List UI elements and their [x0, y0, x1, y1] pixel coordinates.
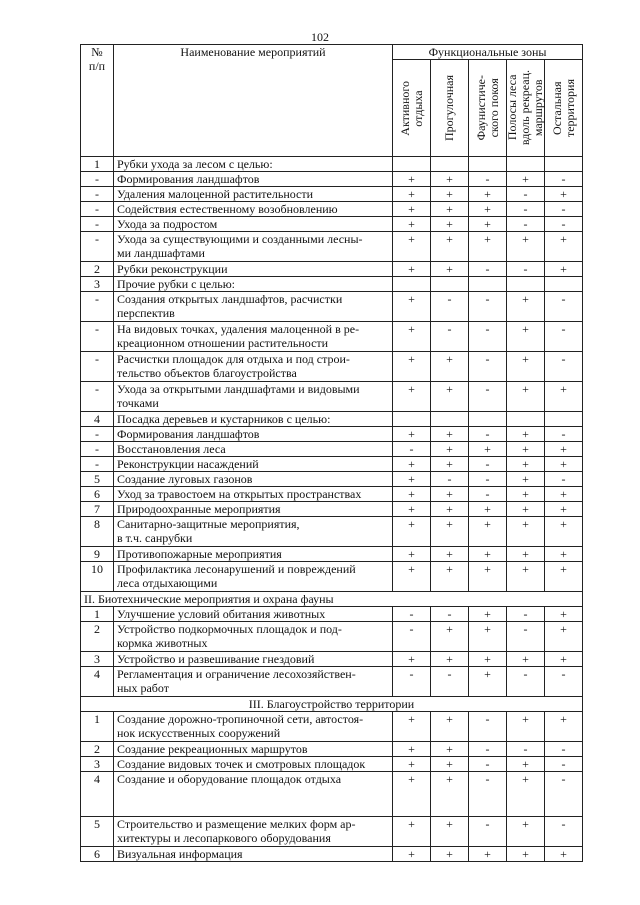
measure-name: Создания открытых ландшафтов, расчистки перспектив — [114, 292, 393, 322]
measures-table — [80, 44, 583, 862]
row-number: 2 — [81, 742, 114, 757]
zone-mark: - — [507, 187, 545, 202]
zone-mark: + — [507, 172, 545, 187]
row-number: 3 — [81, 277, 114, 292]
zone-mark: + — [393, 382, 431, 412]
zone-mark: + — [431, 847, 469, 862]
zone-mark: + — [431, 757, 469, 772]
zone-mark: - — [545, 472, 583, 487]
measure-name: На видовых точках, удаления малоценной в ре- креационном отношении растительности — [114, 322, 393, 352]
zone-mark: + — [545, 457, 583, 472]
zone-mark: - — [545, 742, 583, 757]
zone-mark: - — [545, 217, 583, 232]
measure-name: Санитарно-защитные мероприятия, в т.ч. санрубки — [114, 517, 393, 547]
measure-name: Посадка деревьев и кустарников с целью: — [114, 412, 393, 427]
zone-mark: + — [545, 382, 583, 412]
zone-mark: - — [507, 667, 545, 697]
zone-mark: + — [431, 427, 469, 442]
zone-mark: + — [507, 487, 545, 502]
measure-name: Ухода за открытыми ландшафтами и видовыми точками — [114, 382, 393, 412]
measure-name: Реконструкции насаждений — [114, 457, 393, 472]
zone-mark: - — [507, 742, 545, 757]
zone-mark: + — [545, 712, 583, 742]
measure-name: Ухода за подростом — [114, 217, 393, 232]
row-number: 6 — [81, 847, 114, 862]
zone-mark: - — [469, 757, 507, 772]
zone-mark — [545, 157, 583, 172]
zone-mark: + — [469, 232, 507, 262]
table-row — [81, 607, 583, 622]
measure-name: Регламентация и ограничение лесохозяйствен- ных работ — [114, 667, 393, 697]
row-number: - — [81, 292, 114, 322]
row-number: - — [81, 187, 114, 202]
zone-mark: + — [545, 487, 583, 502]
zone-mark: - — [469, 772, 507, 817]
row-number: 2 — [81, 622, 114, 652]
table-row — [81, 517, 583, 547]
zone-mark: + — [507, 847, 545, 862]
zone-mark: + — [393, 712, 431, 742]
zone-mark: + — [393, 457, 431, 472]
table-row — [81, 757, 583, 772]
measure-name: Устройство подкормочных площадок и под- кормка животных — [114, 622, 393, 652]
zone-mark: + — [393, 217, 431, 232]
table-row — [81, 817, 583, 847]
measure-name: Создание и оборудование площадок отдыха — [114, 772, 393, 817]
zone-mark: + — [431, 622, 469, 652]
zone-mark: + — [507, 457, 545, 472]
row-number: - — [81, 442, 114, 457]
table-row — [81, 217, 583, 232]
zone-mark: + — [393, 757, 431, 772]
zone-mark: + — [507, 427, 545, 442]
table-row — [81, 772, 583, 817]
zone-mark: + — [507, 772, 545, 817]
table-row — [81, 472, 583, 487]
zone-mark: + — [431, 562, 469, 592]
measure-name: Формирования ландшафтов — [114, 427, 393, 442]
zone-mark: + — [469, 607, 507, 622]
row-number: 4 — [81, 412, 114, 427]
zone-mark: + — [507, 712, 545, 742]
zone-mark: + — [507, 352, 545, 382]
measure-name: Восстановления леса — [114, 442, 393, 457]
zone-mark: - — [469, 352, 507, 382]
zone-mark — [469, 157, 507, 172]
zone-walking: Прогулочная — [431, 60, 469, 157]
zone-active-rest: Активного отдыха — [393, 60, 431, 157]
zone-mark: - — [545, 757, 583, 772]
zone-mark: + — [393, 547, 431, 562]
table-row — [81, 712, 583, 742]
zone-mark: + — [507, 757, 545, 772]
zone-mark: + — [431, 382, 469, 412]
zone-mark: + — [393, 517, 431, 547]
zone-mark — [393, 412, 431, 427]
measure-name: Создание луговых газонов — [114, 472, 393, 487]
zone-mark — [469, 412, 507, 427]
row-number: 4 — [81, 667, 114, 697]
measure-name: Формирования ландшафтов — [114, 172, 393, 187]
zone-mark: + — [393, 562, 431, 592]
zone-mark: - — [393, 607, 431, 622]
row-number: 9 — [81, 547, 114, 562]
zone-mark: - — [431, 667, 469, 697]
zone-mark: + — [545, 652, 583, 667]
zone-mark: - — [469, 457, 507, 472]
measure-name: Рубки ухода за лесом с целью: — [114, 157, 393, 172]
measure-name: Визуальная информация — [114, 847, 393, 862]
zone-mark: + — [393, 232, 431, 262]
measure-name: Природоохранные мероприятия — [114, 502, 393, 517]
zone-mark: + — [431, 712, 469, 742]
zone-mark — [507, 277, 545, 292]
measure-name: Прочие рубки с целью: — [114, 277, 393, 292]
zone-mark: + — [545, 502, 583, 517]
row-number: 3 — [81, 652, 114, 667]
table-row — [81, 427, 583, 442]
zone-mark: - — [431, 292, 469, 322]
zone-mark: - — [545, 202, 583, 217]
table-row — [81, 382, 583, 412]
zone-mark: + — [507, 502, 545, 517]
measure-name: Рубки реконструкции — [114, 262, 393, 277]
zone-mark: + — [431, 772, 469, 817]
row-number: 5 — [81, 817, 114, 847]
section-title: II. Биотехнические мероприятия и охрана фауны — [81, 592, 583, 607]
row-number: 6 — [81, 487, 114, 502]
zone-mark: - — [469, 382, 507, 412]
measure-name: Уход за травостоем на открытых пространствах — [114, 487, 393, 502]
table-row — [81, 277, 583, 292]
row-number: - — [81, 352, 114, 382]
zone-mark: + — [507, 472, 545, 487]
zone-mark: + — [393, 322, 431, 352]
zone-mark: - — [469, 817, 507, 847]
table-row — [81, 502, 583, 517]
measure-name: Содействия естественному возобновлению — [114, 202, 393, 217]
zone-mark: + — [469, 442, 507, 457]
measure-name: Противопожарные мероприятия — [114, 547, 393, 562]
table-row — [81, 322, 583, 352]
table-row — [81, 562, 583, 592]
zone-other-territory: Остальная территория — [545, 60, 583, 157]
zone-mark: - — [507, 217, 545, 232]
zone-mark: + — [469, 847, 507, 862]
row-number: 4 — [81, 772, 114, 817]
zone-mark: + — [469, 547, 507, 562]
row-number: - — [81, 382, 114, 412]
table-row — [81, 292, 583, 322]
measure-name: Ухода за существующими и созданными лесны- ми ландшафтами — [114, 232, 393, 262]
zone-mark: + — [507, 562, 545, 592]
zone-mark: + — [431, 217, 469, 232]
table-row — [81, 652, 583, 667]
zone-mark: + — [431, 487, 469, 502]
zone-mark: - — [393, 667, 431, 697]
row-number: 7 — [81, 502, 114, 517]
zone-mark: - — [507, 622, 545, 652]
zone-mark: + — [431, 202, 469, 217]
table-row — [81, 187, 583, 202]
table-row — [81, 442, 583, 457]
zone-mark: + — [393, 487, 431, 502]
row-number: 1 — [81, 712, 114, 742]
zone-mark: + — [393, 187, 431, 202]
zone-mark: + — [469, 187, 507, 202]
zone-mark: - — [469, 487, 507, 502]
zone-mark: + — [545, 517, 583, 547]
table-row — [81, 487, 583, 502]
zone-mark: - — [545, 352, 583, 382]
table-row — [81, 202, 583, 217]
zone-mark — [393, 277, 431, 292]
zone-mark: - — [507, 262, 545, 277]
zone-mark: - — [469, 172, 507, 187]
zone-mark: - — [469, 742, 507, 757]
zone-mark: - — [469, 292, 507, 322]
measure-name: Удаления малоценной растительности — [114, 187, 393, 202]
zone-fauna-rest: Фаунистиче- ского покоя — [469, 60, 507, 157]
row-number: - — [81, 232, 114, 262]
section-title: III. Благоустройство территории — [81, 697, 583, 712]
zone-mark: + — [393, 817, 431, 847]
zone-mark: + — [393, 652, 431, 667]
measure-name: Улучшение условий обитания животных — [114, 607, 393, 622]
zone-mark: + — [431, 187, 469, 202]
section-header-row — [81, 697, 583, 712]
zone-mark — [507, 412, 545, 427]
table-row — [81, 547, 583, 562]
zone-mark: + — [507, 652, 545, 667]
zone-mark: + — [469, 667, 507, 697]
zone-mark: + — [469, 517, 507, 547]
zone-mark: + — [431, 817, 469, 847]
zone-mark: + — [507, 517, 545, 547]
zone-mark: - — [545, 427, 583, 442]
zone-mark: + — [393, 742, 431, 757]
zone-mark: + — [393, 352, 431, 382]
zone-mark: + — [393, 172, 431, 187]
table-row — [81, 262, 583, 277]
measure-name: Создание рекреационных маршрутов — [114, 742, 393, 757]
zone-mark — [469, 277, 507, 292]
table-row — [81, 622, 583, 652]
measure-name: Расчистки площадок для отдыха и под строи- тельство объектов благоустройства — [114, 352, 393, 382]
zone-mark: + — [469, 652, 507, 667]
zone-mark — [431, 277, 469, 292]
table-row — [81, 157, 583, 172]
zone-mark: + — [393, 472, 431, 487]
zone-mark: + — [431, 457, 469, 472]
zone-mark: - — [393, 622, 431, 652]
measure-name: Профилактика лесонарушений и повреждений леса отдыхающими — [114, 562, 393, 592]
measure-name: Устройство и развешивание гнездовий — [114, 652, 393, 667]
zone-mark: - — [545, 322, 583, 352]
table-row — [81, 412, 583, 427]
zone-mark — [431, 412, 469, 427]
zone-mark: + — [431, 742, 469, 757]
zone-mark: + — [393, 262, 431, 277]
zone-mark — [545, 412, 583, 427]
zone-mark: - — [507, 607, 545, 622]
zone-mark — [431, 157, 469, 172]
measure-name: Строительство и размещение мелких форм ар- хитектуры и лесопаркового оборудования — [114, 817, 393, 847]
section-header-row — [81, 592, 583, 607]
zone-mark: + — [545, 442, 583, 457]
zone-mark: - — [431, 472, 469, 487]
zone-mark: + — [545, 622, 583, 652]
zone-mark: - — [393, 442, 431, 457]
zone-mark: - — [469, 472, 507, 487]
zone-mark: + — [431, 502, 469, 517]
zone-mark: + — [393, 292, 431, 322]
table-row — [81, 742, 583, 757]
row-number: - — [81, 172, 114, 187]
zone-mark: + — [545, 262, 583, 277]
header-zones-title: Функциональные зоны — [393, 45, 583, 60]
table-row — [81, 172, 583, 187]
zone-mark: - — [469, 427, 507, 442]
zone-mark: + — [431, 442, 469, 457]
zone-mark: - — [545, 172, 583, 187]
zone-mark: + — [507, 232, 545, 262]
zone-mark: + — [431, 547, 469, 562]
zone-mark: + — [507, 547, 545, 562]
zone-mark: + — [545, 847, 583, 862]
zone-mark: - — [545, 667, 583, 697]
zone-mark: + — [507, 442, 545, 457]
zone-mark: + — [469, 562, 507, 592]
zone-mark: + — [393, 502, 431, 517]
zone-mark: + — [431, 517, 469, 547]
zone-mark: - — [469, 712, 507, 742]
row-number: 1 — [81, 157, 114, 172]
zone-mark: + — [545, 187, 583, 202]
row-number: 1 — [81, 607, 114, 622]
zone-mark: - — [469, 262, 507, 277]
table-row — [81, 667, 583, 697]
zone-mark: + — [393, 202, 431, 217]
zone-mark: + — [545, 547, 583, 562]
measure-name: Создание дорожно-тропиночной сети, автостоя- нок искусственных сооружений — [114, 712, 393, 742]
table-row — [81, 352, 583, 382]
zone-mark: + — [393, 847, 431, 862]
zone-forest-strips: Полосы леса вдоль рекреац. маршрутов — [507, 60, 545, 157]
zone-mark: + — [507, 292, 545, 322]
row-number: - — [81, 217, 114, 232]
zone-mark: + — [507, 382, 545, 412]
header-name: Наименование мероприятий — [114, 45, 393, 157]
page-number: 102 — [311, 30, 329, 44]
row-number: 10 — [81, 562, 114, 592]
zone-mark — [545, 277, 583, 292]
table-row — [81, 847, 583, 862]
zone-mark — [507, 157, 545, 172]
row-number: 5 — [81, 472, 114, 487]
zone-mark: - — [469, 322, 507, 352]
row-number: 2 — [81, 262, 114, 277]
zone-mark: + — [393, 427, 431, 442]
zone-mark: + — [393, 772, 431, 817]
row-number: 8 — [81, 517, 114, 547]
zone-mark: + — [469, 202, 507, 217]
row-number: - — [81, 322, 114, 352]
zone-mark: - — [545, 772, 583, 817]
header-num: № п/п — [81, 45, 114, 157]
zone-mark: - — [545, 292, 583, 322]
zone-mark — [393, 157, 431, 172]
zone-mark: + — [545, 607, 583, 622]
zone-mark: + — [507, 322, 545, 352]
zone-mark: + — [507, 817, 545, 847]
zone-mark: + — [431, 172, 469, 187]
zone-mark: + — [469, 502, 507, 517]
row-number: 3 — [81, 757, 114, 772]
zone-mark: + — [469, 622, 507, 652]
table-row — [81, 457, 583, 472]
zone-mark: + — [469, 217, 507, 232]
zone-mark: - — [545, 817, 583, 847]
zone-mark: + — [431, 352, 469, 382]
row-number: - — [81, 457, 114, 472]
zone-mark: - — [431, 322, 469, 352]
row-number: - — [81, 427, 114, 442]
zone-mark: - — [431, 607, 469, 622]
zone-mark: + — [545, 562, 583, 592]
zone-mark: - — [507, 202, 545, 217]
measure-name: Создание видовых точек и смотровых площадок — [114, 757, 393, 772]
zone-mark: + — [545, 232, 583, 262]
zone-mark: + — [431, 652, 469, 667]
zone-mark: + — [431, 232, 469, 262]
zone-mark: + — [431, 262, 469, 277]
row-number: - — [81, 202, 114, 217]
table-row — [81, 232, 583, 262]
